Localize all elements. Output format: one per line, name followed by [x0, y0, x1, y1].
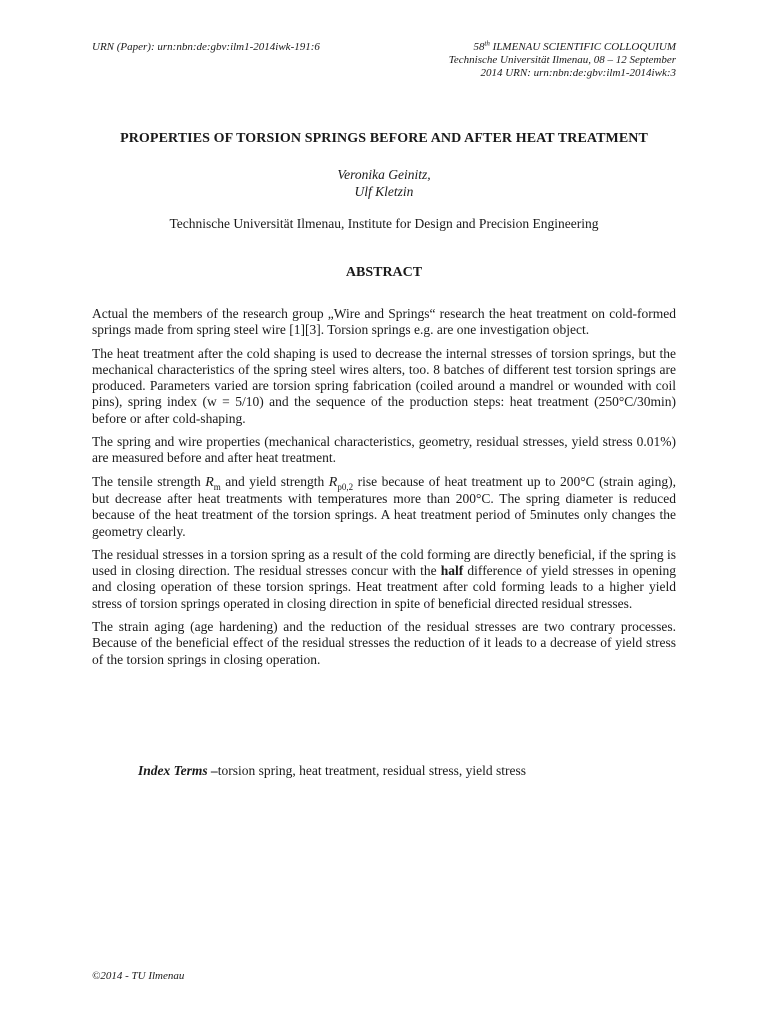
abstract-paragraph: The strain aging (age hardening) and the reduction of the residual stresses are two contrary processes. Because of the beneficial effect of the residual stresses the reduction of it leads to a decrease of yield stress of the torsion springs in closing operation. — [92, 619, 676, 667]
header-colloquium-line2: Technische Universität Ilmenau, 08 – 12 September — [448, 54, 676, 66]
abstract-heading: ABSTRACT — [345, 265, 423, 280]
header-colloquium-line3: 2014 URN: urn:nbn:de:gbv:ilm1-2014iwk:3 — [480, 67, 676, 79]
header-colloquium-name: ILMENAU SCIENTIFIC COLLOQUIUM — [492, 41, 676, 53]
index-terms-label: Index Terms – — [138, 763, 218, 778]
emphasis-half: half — [440, 563, 464, 579]
text-run: difference of yield stresses in opening and closing operation of these torsion springs. Heat treatment after cold forming leads to a higher yield stress of torsion springs operated in closing direction in spite of beneficial directed residual stresses. — [92, 563, 676, 611]
abstract-paragraph — [92, 474, 676, 540]
header-colloquium-ordinal: th — [484, 39, 490, 48]
abstract-paragraph: The heat treatment after the cold shaping is used to decrease the internal stresses of torsion springs, but the mechanical characteristics of the spring steel wires alters, too. 8 batches of different test torsion springs are produced. Parameters varied are torsion spring fabrication (coiled around a mandrel or wounded with coil pins), spring index (w = 5/10) and the sequence of the production steps: heat treatment (250°C/30min) before or after cold-shaping. — [92, 345, 676, 426]
symbol-subscript: p0,2 — [337, 481, 354, 492]
tensile-strength-symbol — [205, 475, 221, 490]
text-run: rise because of heat treatment up to 200°C (strain aging), but decrease after heat treatments with temperatures more than 200°C. The spring diameter is reduced because of the heat treatment of the torsion springs. A heat treatment period of 5minutes only changes the geometry clearly. — [92, 473, 676, 539]
author-name: Ulf Kletzin — [354, 184, 414, 199]
header-urn-paper: URN (Paper): urn:nbn:de:gbv:ilm1-2014iwk-191:6 — [92, 41, 320, 53]
yield-strength-symbol — [329, 475, 353, 490]
symbol-subscript: m — [213, 481, 221, 492]
header-colloquium-number: 58 — [473, 41, 485, 53]
index-terms-text: torsion spring, heat treatment, residual stress, yield stress — [217, 763, 526, 778]
header-colloquium-line1 — [449, 41, 676, 54]
author-list — [0, 166, 768, 200]
symbol-letter: R — [328, 474, 338, 490]
index-terms — [138, 763, 526, 779]
header-colloquium — [449, 41, 676, 80]
paper-title: PROPERTIES OF TORSION SPRINGS BEFORE AND AFTER HEAT TREATMENT — [120, 131, 648, 146]
text-run: The residual stresses in a torsion spring as a result of the cold forming are directly beneficial, if the spring is used in closing direction. The residual stresses concur with the — [92, 546, 676, 579]
abstract-paragraph — [92, 547, 676, 612]
text-run: and yield strength — [220, 473, 329, 489]
text-run: The tensile strength — [92, 473, 206, 489]
abstract-paragraph: The spring and wire properties (mechanical characteristics, geometry, residual stresses, yield stress 0.01%) are measured before and after heat treatment. — [92, 434, 676, 466]
author-name: Veronika Geinitz, — [337, 167, 431, 182]
abstract-body — [92, 306, 676, 675]
symbol-letter: R — [205, 474, 214, 490]
footer-copyright: ©2014 - TU Ilmenau — [92, 970, 185, 982]
abstract-paragraph: Actual the members of the research group „Wire and Springs“ research the heat treatment on cold-formed springs made from spring steel wire [1][3]. Torsion springs e.g. are one investigation object. — [92, 306, 676, 338]
affiliation: Technische Universität Ilmenau, Institute for Design and Precision Engineering — [169, 216, 599, 231]
